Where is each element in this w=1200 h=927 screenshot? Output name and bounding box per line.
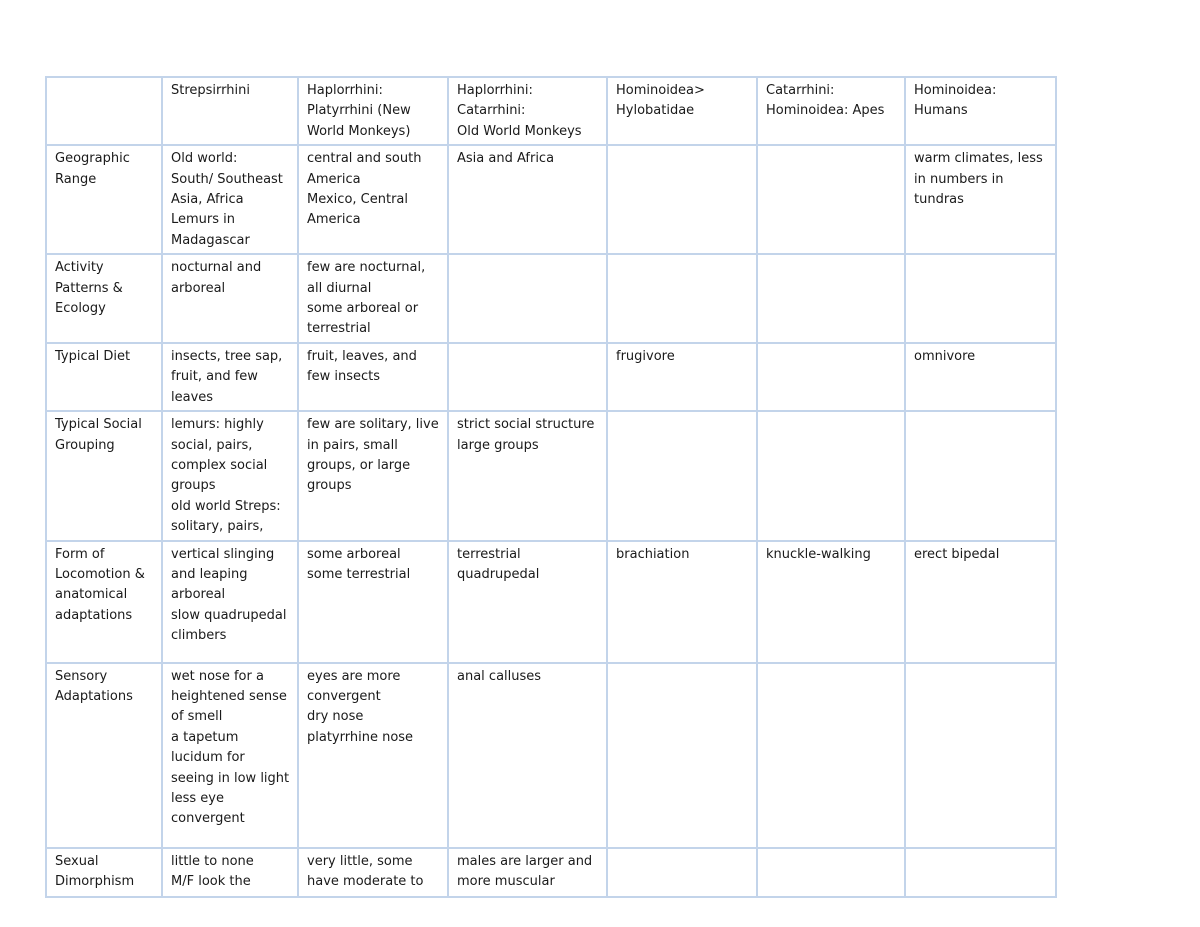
row-label: Geographic Range: [46, 145, 162, 254]
table-cell: [757, 254, 905, 343]
table-row: [46, 663, 1056, 848]
header-cell: [46, 77, 162, 145]
table-cell: [448, 254, 607, 343]
table-cell: [905, 848, 1056, 897]
table-cell: knuckle-walking: [757, 541, 905, 663]
table-cell: Old world: South/ Southeast Asia, Africa Lemurs in Madagascar: [162, 145, 298, 254]
table-cell: lemurs: highly social, pairs, complex social groups old world Streps: solitary, pairs,: [162, 411, 298, 540]
table-cell: warm climates, less in numbers in tundras: [905, 145, 1056, 254]
table-row: [46, 343, 1056, 411]
table-row: [46, 848, 1056, 897]
table-cell: omnivore: [905, 343, 1056, 411]
header-cell: Haplorrhini: Platyrrhini (New World Monkeys): [298, 77, 448, 145]
table-cell: [757, 343, 905, 411]
table-cell: some arboreal some terrestrial: [298, 541, 448, 663]
table-cell: males are larger and more muscular: [448, 848, 607, 897]
primate-comparison-table: [45, 76, 1057, 898]
table-cell: [757, 145, 905, 254]
table-cell: vertical slinging and leaping arboreal slow quadrupedal climbers: [162, 541, 298, 663]
header-cell: Hominoidea: Humans: [905, 77, 1056, 145]
table-cell: nocturnal and arboreal: [162, 254, 298, 343]
table-row: [46, 254, 1056, 343]
table-cell: anal calluses: [448, 663, 607, 848]
header-cell: Haplorrhini: Catarrhini: Old World Monkeys: [448, 77, 607, 145]
row-label: Sensory Adaptations: [46, 663, 162, 848]
table-cell: fruit, leaves, and few insects: [298, 343, 448, 411]
table-cell: little to none M/F look the: [162, 848, 298, 897]
table-cell: [607, 663, 757, 848]
table-cell: [607, 254, 757, 343]
table-cell: Asia and Africa: [448, 145, 607, 254]
table-cell: erect bipedal: [905, 541, 1056, 663]
header-cell: Hominoidea> Hylobatidae: [607, 77, 757, 145]
table-cell: very little, some have moderate to: [298, 848, 448, 897]
table-row: [46, 145, 1056, 254]
table-cell: brachiation: [607, 541, 757, 663]
table-cell: [905, 411, 1056, 540]
row-label: Activity Patterns & Ecology: [46, 254, 162, 343]
table-cell: [607, 848, 757, 897]
row-label: Typical Diet: [46, 343, 162, 411]
table-cell: [905, 254, 1056, 343]
table-cell: [607, 145, 757, 254]
table-cell: [757, 663, 905, 848]
header-cell: Strepsirrhini: [162, 77, 298, 145]
table-cell: terrestrial quadrupedal: [448, 541, 607, 663]
row-label: Form of Locomotion & anatomical adaptations: [46, 541, 162, 663]
table-cell: [757, 411, 905, 540]
row-label: Sexual Dimorphism: [46, 848, 162, 897]
header-row: [46, 77, 1056, 145]
table-cell: eyes are more convergent dry nose platyrrhine nose: [298, 663, 448, 848]
table-cell: [905, 663, 1056, 848]
table-cell: [607, 411, 757, 540]
table-cell: central and south America Mexico, Central America: [298, 145, 448, 254]
table-cell: few are nocturnal, all diurnal some arboreal or terrestrial: [298, 254, 448, 343]
row-label: Typical Social Grouping: [46, 411, 162, 540]
table-cell: strict social structure large groups: [448, 411, 607, 540]
table-cell: wet nose for a heightened sense of smell a tapetum lucidum for seeing in low light less eye convergent: [162, 663, 298, 848]
table-cell: few are solitary, live in pairs, small groups, or large groups: [298, 411, 448, 540]
table-cell: insects, tree sap, fruit, and few leaves: [162, 343, 298, 411]
table-cell: [448, 343, 607, 411]
table-row: [46, 411, 1056, 540]
table-row: [46, 541, 1056, 663]
table-cell: [757, 848, 905, 897]
header-cell: Catarrhini: Hominoidea: Apes: [757, 77, 905, 145]
table-cell: frugivore: [607, 343, 757, 411]
